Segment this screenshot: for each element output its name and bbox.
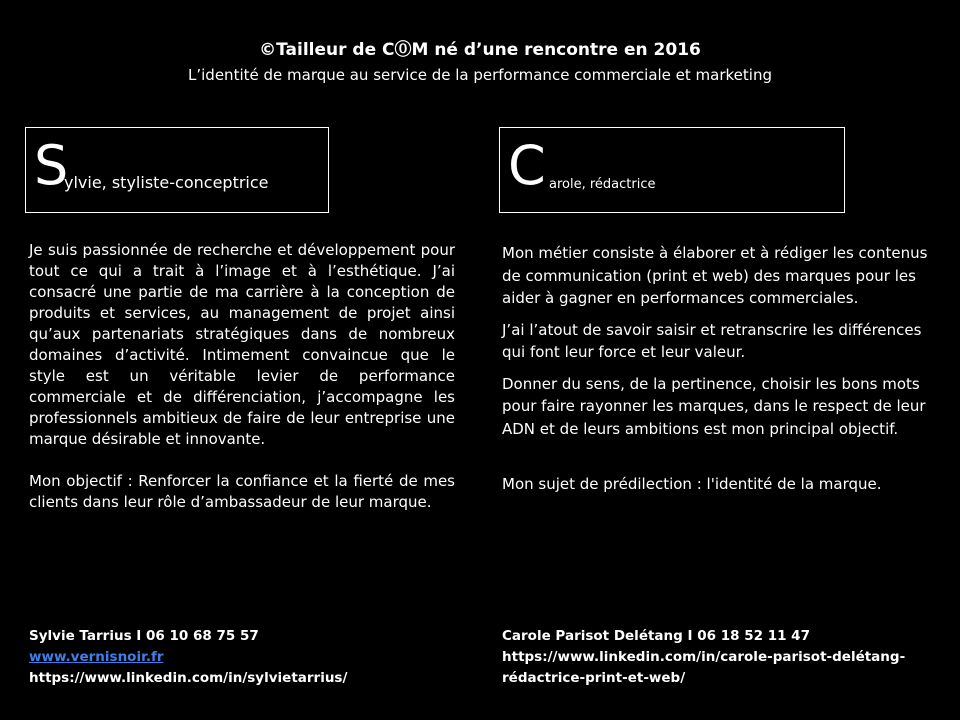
carole-contact-line: Carole Parisot Delétang I 06 18 52 11 47 <box>502 628 810 644</box>
carole-name-box <box>499 127 845 213</box>
sylvie-initial: S <box>34 134 69 197</box>
sylvie-name-box <box>25 127 329 213</box>
sylvie-name-label: ylvie, styliste-conceptrice <box>64 173 269 192</box>
sylvie-website-link[interactable]: www.vernisnoir.fr <box>29 649 164 665</box>
sylvie-bio <box>29 240 455 513</box>
carole-bio-paragraph: Donner du sens, de la pertinence, choisir les bons mots pour faire rayonner les marques, dans le respect de leur ADN et de leurs ambitions est mon principal objectif. <box>502 374 926 438</box>
carole-bio <box>502 242 942 505</box>
carole-initial: C <box>508 134 546 197</box>
carole-contact <box>502 626 942 689</box>
slide-title: ©Tailleur de C⓪M né d’une rencontre en 2016 <box>259 40 701 60</box>
sylvie-contact <box>29 626 347 689</box>
carole-subject-paragraph: Mon sujet de prédilection : l'identité de la marque. <box>502 475 882 493</box>
slide-subtitle: L’identité de marque au service de la performance commerciale et marketing <box>188 66 772 84</box>
sylvie-bio-paragraph: Je suis passionnée de recherche et développement pour tout ce qui a trait à l’image et à l’esthétique. J’ai consacré une partie de ma carrière à la conception de produits et services, au management de projet ainsi qu’aux partenariats stratégiques dans de nombreux domaines d’activité. Intimement convaincue que le style est un véritable levier de performance commerciale et de différenciation, j’accompagne les professionnels ambitieux de faire de leur entreprise une marque désirable et innovante. <box>29 241 455 448</box>
carole-name-label: arole, rédactrice <box>549 177 656 192</box>
slide-header <box>0 38 960 85</box>
carole-linkedin-url: https://www.linkedin.com/in/carole-parisot-delétang-rédactrice-print-et-web/ <box>502 649 906 686</box>
sylvie-linkedin-url: https://www.linkedin.com/in/sylvietarrius/ <box>29 670 348 686</box>
carole-bio-paragraph: J’ai l’atout de savoir saisir et retranscrire les différences qui font leur force et leur valeur. <box>502 320 922 361</box>
sylvie-contact-line: Sylvie Tarrius I 06 10 68 75 57 <box>29 628 259 644</box>
carole-bio-paragraph: Mon métier consiste à élaborer et à rédiger les contenus de communication (print et web) des marques pour les aider à gagner en performances commerciales. <box>502 244 928 307</box>
sylvie-objective-paragraph: Mon objectif : Renforcer la confiance et la fierté de mes clients dans leur rôle d’ambassadeur de leur marque. <box>29 472 455 511</box>
